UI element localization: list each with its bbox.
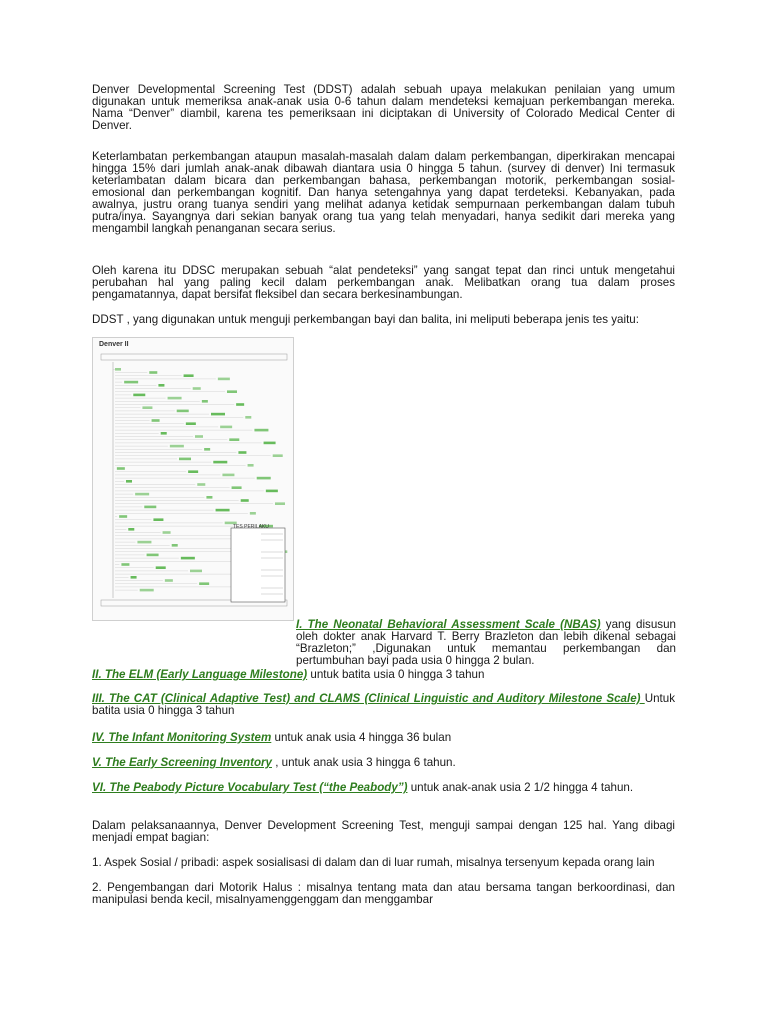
chart-bar-graphic: [126, 480, 132, 483]
chart-bar-graphic: [238, 451, 246, 454]
chart-bar-graphic: [211, 413, 225, 416]
chart-bar-graphic: [172, 544, 178, 547]
chart-bar-graphic: [186, 422, 196, 425]
chart-bar-graphic: [121, 563, 129, 566]
figure-title: Denver II: [99, 341, 129, 348]
link-early-screening[interactable]: V. The Early Screening Inventory: [92, 756, 272, 769]
chart-bar-graphic: [216, 509, 230, 512]
chart-bar-graphic: [236, 403, 244, 406]
chart-bar-graphic: [213, 461, 227, 464]
paragraph-implementation: Dalam pelaksanaannya, Denver Development Screening Test, menguji sampai dengan 125 hal. Yang dibagi menjadi empat bagian:: [92, 819, 675, 844]
chart-bar-graphic: [264, 442, 276, 445]
chart-bar-graphic: [161, 432, 167, 435]
chart-bar-graphic: [177, 410, 189, 413]
paragraph-tool: Oleh karena itu DDSC merupakan sebuah “alat pendeteksi” yang sangat tepat dan rinci untuk mengetahui perubahan hal yang paling kecil dalam perkembangan anak. Melibatkan orang tua dalam proses pengamatannya, dapat bersifat fleksibel dan secara berkesinambungan.: [92, 264, 675, 301]
chart-bar-graphic: [227, 390, 237, 393]
test-item-peabody: [92, 782, 675, 794]
chart-bar-graphic: [245, 416, 251, 419]
link-peabody[interactable]: VI. The Peabody Picture Vocabulary Test (“the Peabody”): [92, 781, 408, 794]
link-elm[interactable]: II. The ELM (Early Language Milestone): [92, 668, 308, 681]
test-item-cat-clams: [92, 693, 675, 717]
chart-bar-graphic: [229, 438, 239, 441]
test-desc-nbas: yang disusun oleh dokter anak Harvard T. Berry Brazleton dan lebih dikenal sebagai “Brazleton;” ,Digunakan untuk memantau perkembangan dan pertumbuhan bayi pada usia 0 hingga 2 bulan.: [296, 618, 676, 667]
chart-bar-graphic: [156, 566, 166, 569]
chart-bar-graphic: [165, 579, 173, 582]
chart-bar-graphic: [153, 518, 163, 521]
figure-box-label: TES PERILAKU: [233, 524, 269, 530]
chart-bar-graphic: [179, 458, 191, 461]
chart-bar-graphic: [222, 474, 234, 477]
paragraph-intro: Denver Developmental Screening Test (DDST) adalah sebuah upaya melakukan penilaian yang umum digunakan untuk memeriksa anak-anak usia 0-6 tahun dalam mendeteksi kemajuan perkembangan mereka. Nama “Denver” diambil, karena tes pemeriksaan ini diciptakan di University of Colorado Medical Center di Denver.: [92, 83, 675, 132]
chart-bar-graphic: [193, 387, 201, 390]
chart-bar-graphic: [142, 406, 152, 409]
chart-bar-graphic: [202, 400, 208, 403]
test-item-esi: [92, 757, 675, 769]
chart-bar-graphic: [128, 528, 134, 531]
chart-bar-graphic: [115, 368, 121, 371]
test-item-elm: [92, 669, 675, 681]
chart-bar-graphic: [248, 464, 254, 467]
test-item-ims: [92, 732, 675, 744]
chart-bar-graphic: [170, 445, 184, 448]
chart-bar-graphic: [144, 506, 156, 509]
chart-bar-graphic: [220, 426, 232, 429]
chart-bar-graphic: [190, 570, 202, 573]
link-nbas[interactable]: I. The Neonatal Behavioral Assessment Scale (NBAS): [296, 618, 601, 631]
test-desc-elm: untuk batita usia 0 hingga 3 tahun: [307, 668, 485, 681]
chart-bar-graphic: [124, 381, 138, 384]
chart-bar-graphic: [137, 541, 151, 544]
chart-bar-graphic: [181, 557, 195, 560]
chart-bar-graphic: [163, 531, 171, 534]
chart-bar-graphic: [117, 467, 125, 470]
chart-bar-graphic: [152, 419, 160, 422]
paragraph-delays: Keterlambatan perkembangan ataupun masalah-masalah dalam dalam perkembangan, diperkirakan mencapai hingga 15% dari jumlah anak-anak dibawah diantara usia 0 hingga 5 tahun. (survey di denver) Ini termasuk keterlambatan dalam bicara dan perkembangan bahasa, perkembangan motorik, perkembangan sosial-emosional dan perkembangan kognitif. Dan hanya setengahnya yang dapat terdeteksi. Kebanyakan, pada awalnya, justru orang tuanya sendiri yang melihat adanya ketidak sempurnaan perkembangan dalam tubuh putra/inya. Sayangnya dari sekian banyak orang tua yang telah menyadari, hanya sedikit dari mereka yang mengambil langkah penanganan secara serius.: [92, 150, 675, 235]
chart-bar-graphic: [218, 378, 230, 381]
denver-chart-graphic: [93, 338, 293, 620]
chart-bar-graphic: [195, 435, 203, 438]
chart-bar-graphic: [133, 394, 145, 397]
chart-bar-graphic: [206, 496, 212, 499]
link-infant-monitoring[interactable]: IV. The Infant Monitoring System: [92, 731, 272, 744]
chart-bar-graphic: [204, 448, 210, 451]
chart-bar-graphic: [197, 483, 205, 486]
denver-ii-chart-image: [92, 337, 294, 621]
paragraph-aspect-fine-motor: 2. Pengembangan dari Motorik Halus : misalnya tentang mata dan atau bersama tangan berkoordinasi, dan manipulasi benda kecil, misalnyamenggenggam dan menggambar: [92, 881, 675, 906]
paragraph-aspect-social: 1. Aspek Sosial / pribadi: aspek sosialisasi di dalam dan di luar rumah, misalnya tersenyum kepada orang lain: [92, 856, 655, 869]
link-cat-clams[interactable]: III. The CAT (Clinical Adaptive Test) and CLAMS (Clinical Linguistic and Auditory Milestone Scale): [92, 692, 645, 705]
test-desc-peabody: untuk anak-anak usia 2 1/2 hingga 4 tahun.: [407, 781, 634, 794]
chart-bar-graphic: [254, 429, 268, 432]
test-desc-ims: untuk anak usia 4 hingga 36 bulan: [271, 731, 452, 744]
chart-bar-graphic: [232, 486, 242, 489]
chart-bar-graphic: [199, 582, 209, 585]
chart-bar-graphic: [275, 502, 285, 505]
chart-bar-graphic: [168, 397, 182, 400]
chart-bar-graphic: [135, 493, 149, 496]
chart-bar-graphic: [273, 454, 283, 457]
chart-bar-graphic: [250, 512, 256, 515]
test-item-nbas: [296, 619, 676, 667]
chart-bar-graphic: [158, 384, 164, 387]
chart-bar-graphic: [241, 499, 249, 502]
chart-bar-graphic: [140, 589, 154, 592]
chart-bar-graphic: [149, 371, 157, 374]
test-desc-esi: , untuk anak usia 3 hingga 6 tahun.: [272, 756, 456, 769]
chart-bar-graphic: [188, 470, 198, 473]
chart-bar-graphic: [119, 515, 127, 518]
paragraph-test-list-intro: DDST , yang digunakan untuk menguji perkembangan bayi dan balita, ini meliputi beberapa jenis tes yaitu:: [92, 313, 639, 326]
chart-bar-graphic: [131, 576, 137, 579]
test-desc-cat-clams: Untuk batita usia 0 hingga 3 tahun: [92, 692, 675, 717]
chart-bar-graphic: [266, 490, 278, 493]
chart-bar-graphic: [147, 554, 159, 557]
chart-bar-graphic: [184, 374, 194, 377]
chart-bar-graphic: [257, 477, 271, 480]
